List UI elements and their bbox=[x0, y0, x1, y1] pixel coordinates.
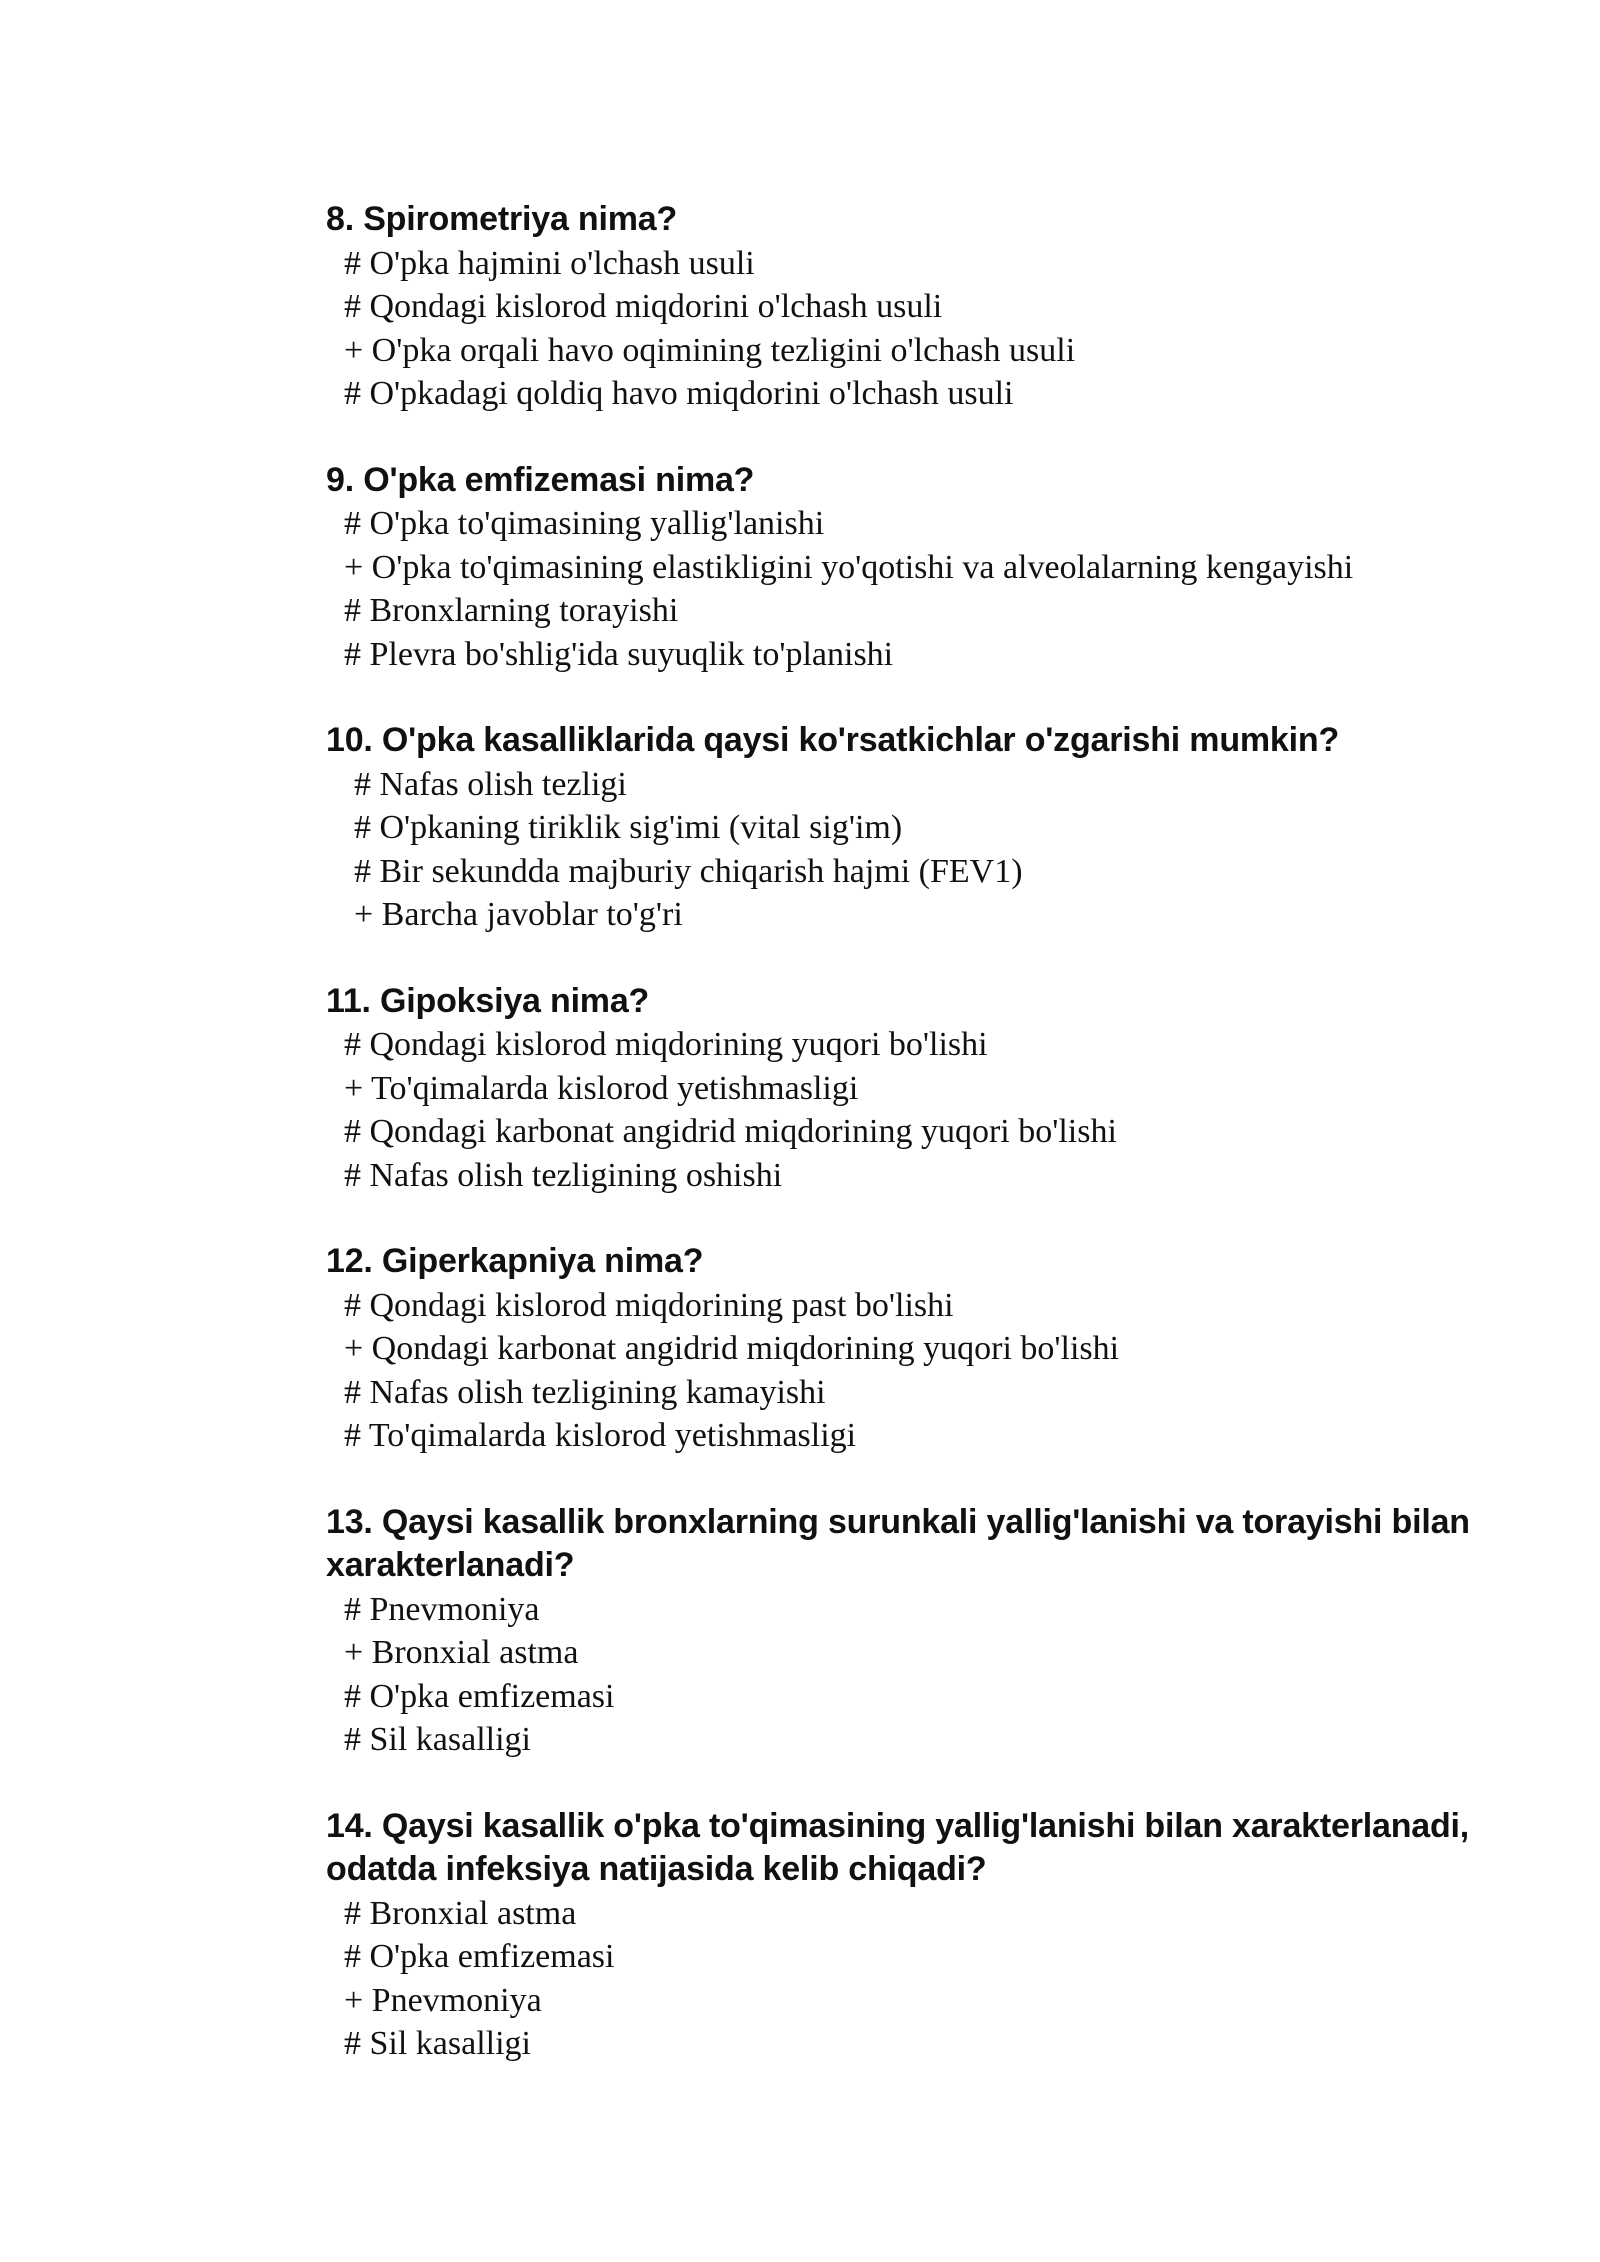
question-text: 14. Qaysi kasallik o'pka to'qimasining yallig'lanishi bilan xarakterlanadi, odatda infeksiya natijasida kelib chiqadi? bbox=[326, 1806, 1470, 1888]
question-block bbox=[326, 1805, 1506, 2066]
question-list bbox=[326, 198, 1506, 2109]
answer-option: # Bronxlarning torayishi bbox=[344, 592, 679, 629]
answer-option: # Bir sekundda majburiy chiqarish hajmi (FEV1) bbox=[354, 852, 1023, 890]
answer-option: # O'pka to'qimasining yallig'lanishi bbox=[344, 505, 825, 542]
question-text: 8. Spirometriya nima? bbox=[326, 200, 678, 238]
answer-option: # Nafas olish tezligining oshishi bbox=[344, 1156, 783, 1194]
answer-option: + Barcha javoblar to'g'ri bbox=[354, 896, 683, 933]
question-text: 11. Gipoksiya nima? bbox=[326, 981, 650, 1020]
answer-option: + O'pka to'qimasining elastikligini yo'qotishi va alveolalarning kengayishi bbox=[344, 548, 1354, 586]
answer-option: # Bronxial astma bbox=[344, 1894, 577, 1932]
question-block bbox=[326, 1501, 1506, 1762]
answer-option: # O'pkaning tiriklik sig'imi (vital sig'im) bbox=[354, 809, 903, 846]
answer-option: # O'pka emfizemasi bbox=[344, 1938, 615, 1975]
answer-option: # Nafas olish tezligi bbox=[354, 765, 627, 803]
question-text: 10. O'pka kasalliklarida qaysi ko'rsatkichlar o'zgarishi mumkin? bbox=[326, 721, 1340, 759]
answer-option: # O'pka emfizemasi bbox=[344, 1677, 615, 1715]
answer-option: # Pnevmoniya bbox=[344, 1590, 540, 1628]
answer-option: # Qondagi karbonat angidrid miqdorining yuqori bo'lishi bbox=[344, 1113, 1117, 1150]
answer-option: + To'qimalarda kislorod yetishmasligi bbox=[344, 1069, 859, 1107]
question-block bbox=[326, 1240, 1506, 1458]
answer-option: # Qondagi kislorod miqdorini o'lchash usuli bbox=[344, 288, 943, 325]
answer-option: # Plevra bo'shlig'ida suyuqlik to'planishi bbox=[344, 635, 894, 673]
answer-option: # O'pkadagi qoldiq havo miqdorini o'lchash usuli bbox=[344, 375, 1014, 412]
question-text: 13. Qaysi kasallik bronxlarning surunkali yallig'lanishi va torayishi bilan xarakterlanadi? bbox=[326, 1502, 1470, 1584]
answer-option: + O'pka orqali havo oqimining tezligini o'lchash usuli bbox=[344, 331, 1076, 369]
question-block bbox=[326, 198, 1506, 416]
answer-option: + Qondagi karbonat angidrid miqdorining yuqori bo'lishi bbox=[344, 1330, 1120, 1367]
answer-option: # Sil kasalligi bbox=[344, 1721, 531, 1758]
answer-option: # Sil kasalligi bbox=[344, 2025, 531, 2062]
answer-option: + Pnevmoniya bbox=[344, 1981, 542, 2019]
question-block bbox=[326, 719, 1506, 937]
answer-option: # Nafas olish tezligining kamayishi bbox=[344, 1373, 826, 1411]
answer-option: # Qondagi kislorod miqdorining yuqori bo'lishi bbox=[344, 1026, 988, 1063]
question-text: 12. Giperkapniya nima? bbox=[326, 1242, 704, 1280]
answer-option: # Qondagi kislorod miqdorining past bo'lishi bbox=[344, 1286, 954, 1324]
question-block bbox=[326, 459, 1506, 677]
answer-option: # O'pka hajmini o'lchash usuli bbox=[344, 244, 755, 282]
question-text: 9. O'pka emfizemasi nima? bbox=[326, 460, 755, 499]
answer-option: # To'qimalarda kislorod yetishmasligi bbox=[344, 1417, 857, 1454]
question-block bbox=[326, 980, 1506, 1198]
answer-option: + Bronxial astma bbox=[344, 1634, 579, 1671]
